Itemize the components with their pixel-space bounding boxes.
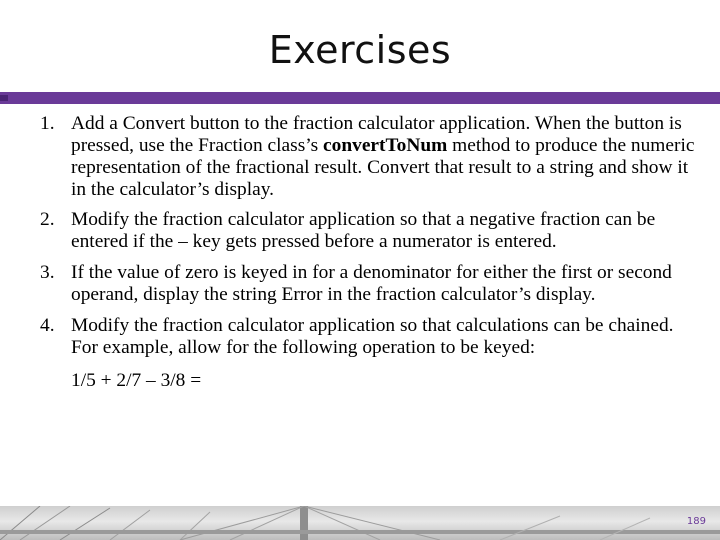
exercise-item bbox=[40, 315, 700, 392]
exercise-number: 1. bbox=[40, 113, 55, 134]
exercise-text: Modify the fraction calculator application so that a negative fraction can be entered if the – key gets pressed before a numerator is entered. bbox=[71, 209, 656, 252]
exercise-number: 3. bbox=[40, 262, 55, 283]
exercise-text bbox=[71, 113, 700, 201]
exercise-number: 4. bbox=[40, 315, 55, 336]
exercise-text-main: Modify the fraction calculator application so that calculations can be chained. For example, allow for the following operation to be keyed: bbox=[71, 315, 674, 358]
example-expression: 1/5 + 2/7 – 3/8 = bbox=[71, 370, 202, 391]
method-name: convertToNum bbox=[323, 135, 448, 156]
page-number: 189 bbox=[686, 516, 706, 527]
exercise-text-after: method to produce the numeric representation of the fractional result. Convert that result to a string and show it in the calculator’s display. bbox=[71, 135, 695, 200]
slide-title: Exercises bbox=[268, 28, 452, 72]
title-divider-bar bbox=[0, 92, 720, 104]
exercise-list bbox=[40, 113, 700, 392]
footer-bridge-image bbox=[0, 506, 720, 540]
exercise-number: 2. bbox=[40, 209, 55, 230]
exercise-item bbox=[40, 262, 700, 306]
exercise-text: If the value of zero is keyed in for a denominator for either the first or second operand, display the string Error in the fraction calculator’s display. bbox=[71, 262, 672, 305]
bridge-graphic bbox=[0, 506, 720, 540]
exercise-text bbox=[71, 315, 700, 392]
title-divider-accent bbox=[0, 95, 8, 101]
exercise-item bbox=[40, 113, 700, 201]
exercise-text-before: Add a Convert button to the fraction calculator application. When the button is pressed, use the Fraction class’s bbox=[71, 113, 682, 156]
exercise-item bbox=[40, 209, 700, 253]
